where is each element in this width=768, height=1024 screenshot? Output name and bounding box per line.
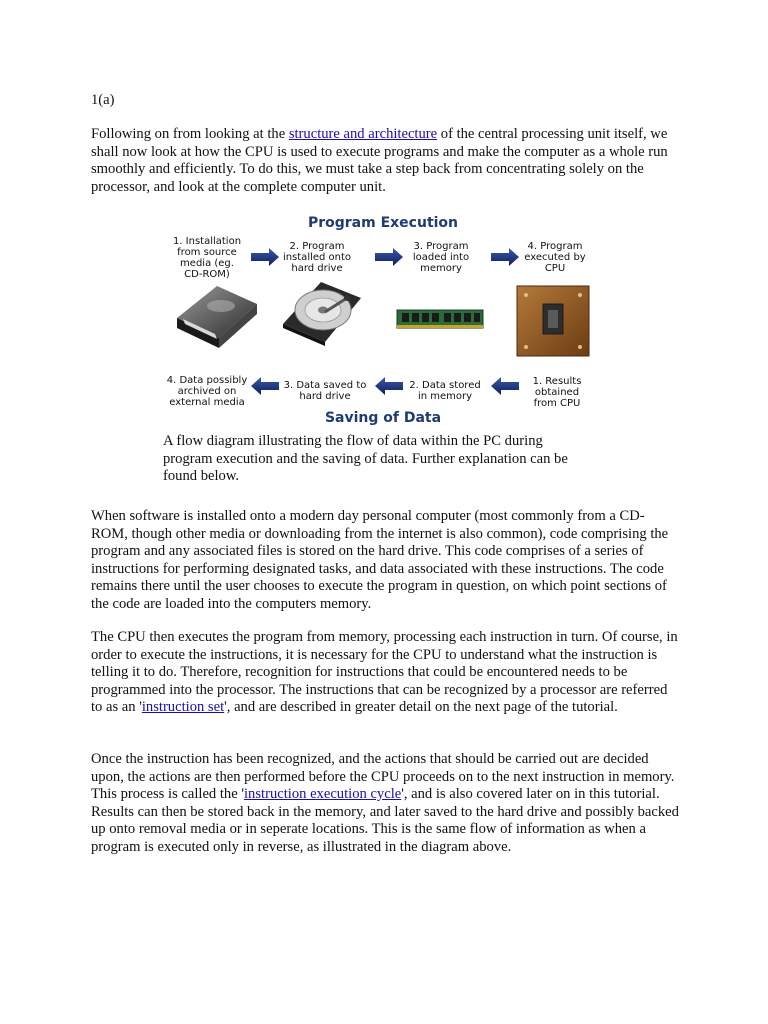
svg-text:4. Data possibly: 4. Data possibly — [166, 375, 248, 386]
top-step-1-label — [173, 236, 241, 280]
intro-text-before: Following on from looking at the — [91, 126, 289, 142]
svg-text:media (eg.: media (eg. — [180, 258, 234, 269]
svg-text:1. Installation: 1. Installation — [172, 236, 242, 247]
structure-architecture-link[interactable]: structure and architecture — [288, 126, 438, 142]
bottom-step-3-label — [284, 380, 367, 402]
p3-text-before: The CPU then executes the program from memory, processing each instruction in turn. Of course, in order to execute the instructions, it is necessary for the CPU to understand what the instruction is telling it to do. Therefore, recognition for instructions that could be encountered needs to be programmed into the processor. The instructions that can be recognized by a processor are referred to as an ' — [91, 629, 678, 716]
svg-text:hard drive: hard drive — [291, 263, 343, 274]
bottom-step-2-label — [409, 380, 480, 402]
svg-text:CD-ROM): CD-ROM) — [184, 269, 230, 280]
instruction-set-paragraph — [91, 629, 681, 717]
p4-text-after: ', and is also covered later on in this tutorial. Results can then be stored back in the memory, and later saved to the hard drive and possibly backed up onto removal media or in seperate locations. This is the same flow of information as when a program is executed only in reverse, as illustrated in the diagram above. — [91, 786, 679, 855]
intro-paragraph — [91, 126, 671, 196]
intro-text-after: of the central processing unit itself, we shall now look at how the CPU is used to execute programs and make the computer as a whole run smoothly and efficiently. To do this, we must take a step back from concentrating solely on the processor, and look at the complete computer unit. — [91, 126, 668, 195]
svg-text:3. Data saved to: 3. Data saved to — [283, 380, 367, 391]
cpu-chip-icon — [517, 286, 589, 356]
top-step-3-label — [413, 241, 469, 274]
bottom-step-1-label — [533, 376, 582, 409]
svg-text:hard drive: hard drive — [299, 391, 351, 402]
diagram-title-bottom: Saving of Data — [324, 410, 442, 426]
svg-text:external media: external media — [169, 397, 245, 408]
svg-text:4. Program: 4. Program — [527, 241, 583, 252]
program-execution-diagram — [165, 206, 601, 428]
svg-text:3. Program: 3. Program — [413, 241, 469, 252]
svg-text:memory: memory — [420, 263, 462, 274]
svg-text:2. Data stored: 2. Data stored — [409, 380, 481, 391]
diagram-title-top: Program Execution — [307, 215, 459, 231]
svg-text:1. Results: 1. Results — [532, 376, 582, 387]
svg-text:loaded into: loaded into — [412, 252, 470, 263]
svg-text:2. Program: 2. Program — [289, 241, 345, 252]
p3-text-after: ', and are described in greater detail on the next page of the tutorial. — [224, 699, 618, 716]
svg-text:installed onto: installed onto — [282, 252, 352, 263]
section-heading: 1(a) — [91, 92, 115, 108]
hard-drive-icon — [283, 282, 361, 346]
memory-module-icon — [397, 310, 483, 328]
p4-text-before: Once the instruction has been recognized, and the actions that should be carried out are decided upon, the actions are then performed before the CPU proceeds on to the next instruction in memory. This process is called the ' — [91, 751, 675, 803]
cd-rom-drive-icon — [177, 286, 257, 348]
diagram-caption: A flow diagram illustrating the flow of data within the PC during program execution and the saving of data. Further explanation can be found below. — [163, 433, 568, 485]
instruction-execution-cycle-link[interactable]: instruction execution cycle — [244, 786, 402, 803]
svg-text:in memory: in memory — [417, 391, 473, 402]
top-step-2-label — [283, 241, 351, 274]
svg-text:archived on: archived on — [177, 386, 237, 397]
top-step-4-label — [524, 241, 586, 274]
bottom-step-4-label — [167, 375, 248, 408]
svg-text:CPU: CPU — [544, 263, 566, 274]
diagram-svg — [165, 206, 601, 428]
svg-text:from CPU: from CPU — [533, 398, 581, 409]
svg-text:executed by: executed by — [524, 252, 586, 263]
svg-text:from source: from source — [177, 247, 237, 258]
svg-text:obtained: obtained — [534, 387, 580, 398]
execution-cycle-paragraph — [91, 751, 681, 857]
installation-paragraph: When software is installed onto a modern day personal computer (most commonly from a CD-ROM, though other media or downloading from the internet is also common), code comprising the program and any associated files is stored on the hard drive. This code comprises of a series of instructions for performing designated tasks, and data associated with these instructions. The code remains there until the user chooses to execute the program in question, on which point sections of the code are loaded into the computers memory. — [91, 508, 669, 612]
instruction-set-link[interactable]: instruction set — [141, 699, 225, 716]
